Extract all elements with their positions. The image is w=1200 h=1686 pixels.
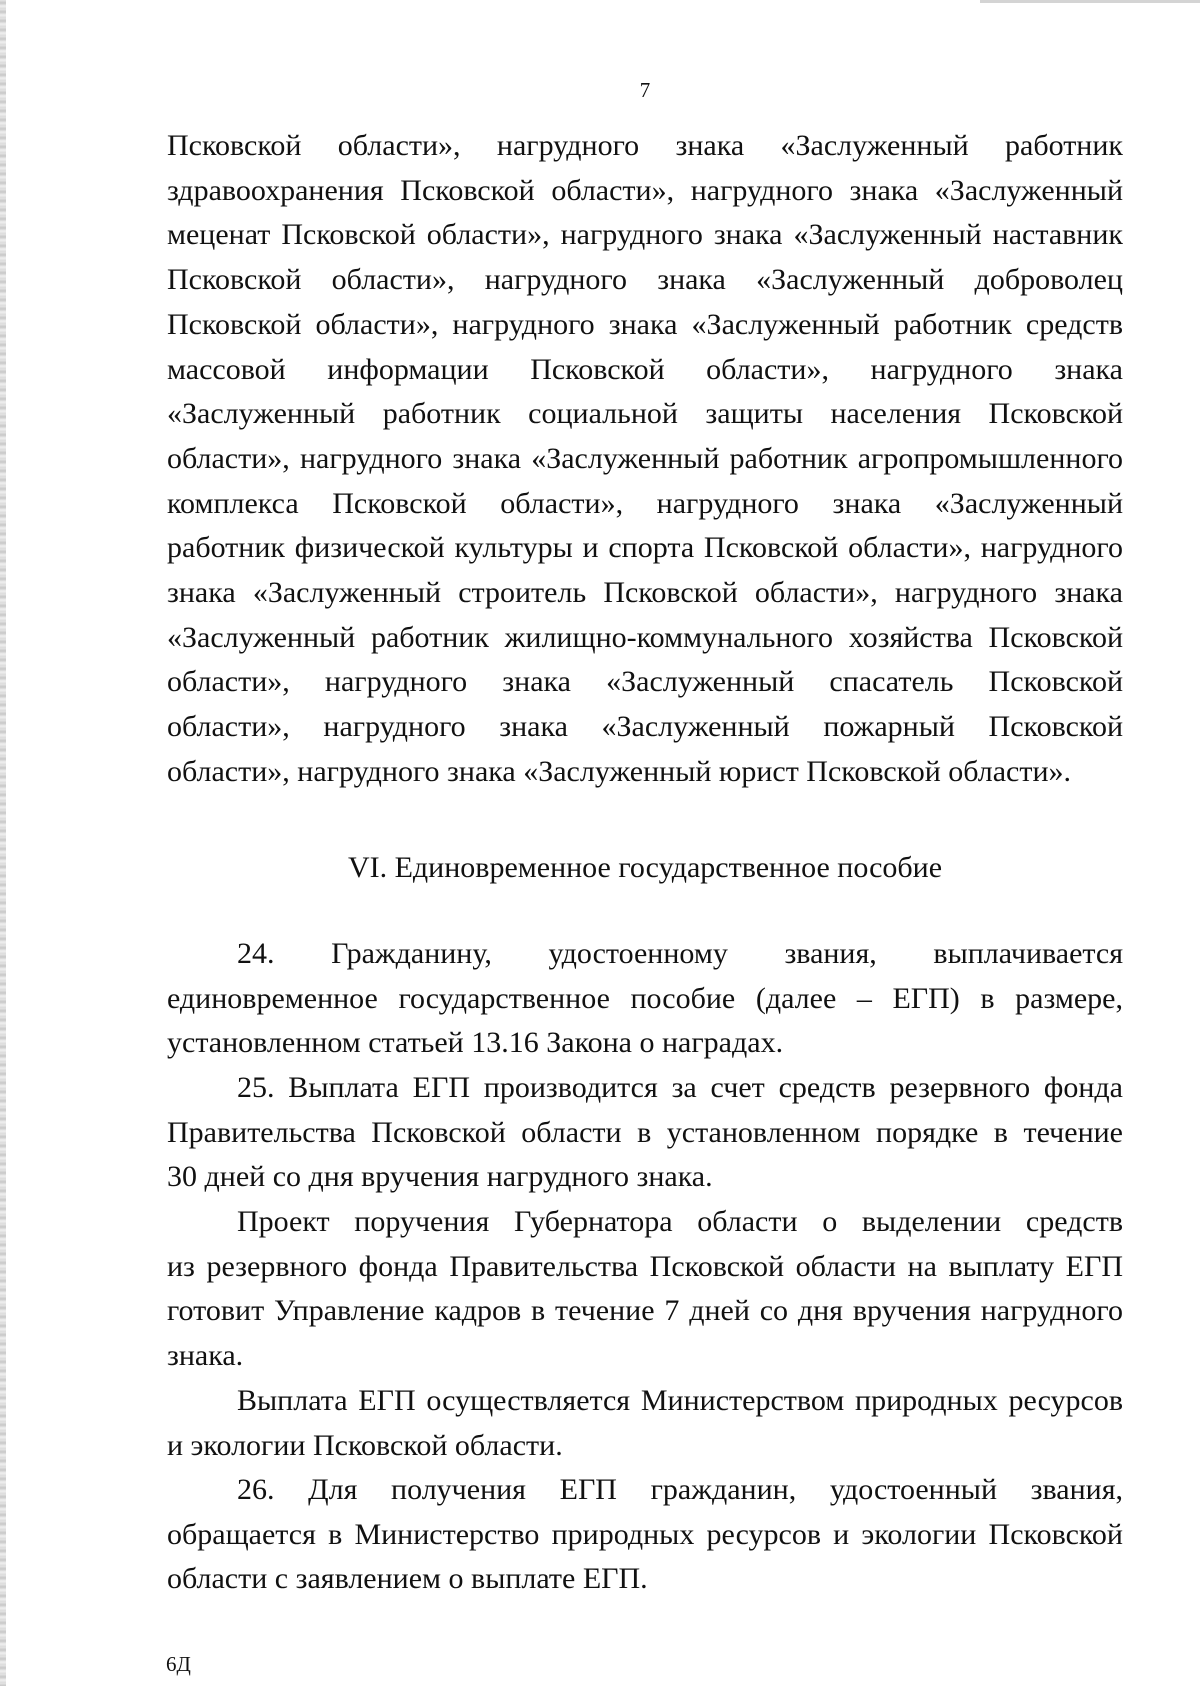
text-line: Правительства Псковской области в установленном порядке в течение — [167, 1115, 1123, 1149]
text-line: Выплата ЕГП осуществляется Министерством природных ресурсов — [237, 1384, 1123, 1417]
scan-edge-left — [0, 0, 6, 1686]
text-line: обращается в Министерство природных ресурсов и экологии Псковской — [167, 1517, 1123, 1551]
paragraph-24 — [167, 932, 1123, 1066]
text-line: области», нагрудного знака «Заслуженный пожарный Псковской — [167, 710, 1123, 744]
section-heading: VI. Единовременное государственное пособие — [347, 851, 943, 884]
text-line: здравоохранения Псковской области», нагрудного знака «Заслуженный — [167, 173, 1123, 207]
text-line: «Заслуженный работник социальной защиты населения Псковской — [167, 397, 1123, 431]
text-line: установленном статьей 13.16 Закона о наградах. — [167, 1026, 784, 1060]
paragraph-payment — [167, 1379, 1123, 1468]
paragraph-draft-order — [167, 1200, 1123, 1379]
text-line: области», нагрудного знака «Заслуженный юрист Псковской области». — [167, 754, 1072, 788]
text-line: области», нагрудного знака «Заслуженный работник агропромышленного — [167, 441, 1123, 475]
text-line: Псковской области», нагрудного знака «Заслуженный работник — [167, 129, 1123, 162]
text-line: знака «Заслуженный строитель Псковской области», нагрудного знака — [167, 576, 1123, 610]
text-line: работник физической культуры и спорта Псковской области», нагрудного — [167, 531, 1123, 565]
continuation-paragraph — [167, 124, 1123, 795]
text-line: области», нагрудного знака «Заслуженный спасатель Псковской — [167, 665, 1123, 699]
text-line: комплекса Псковской области», нагрудного знака «Заслуженный — [167, 486, 1123, 520]
text-line: 25. Выплата ЕГП производится за счет средств резервного фонда — [237, 1071, 1123, 1104]
text-line: Псковской области», нагрудного знака «Заслуженный доброволец — [167, 263, 1123, 297]
text-line: 24. Гражданину, удостоенному звания, выплачивается — [237, 937, 1123, 970]
text-line: готовит Управление кадров в течение 7 дней со дня вручения нагрудного — [167, 1294, 1123, 1328]
text-line: Псковской области», нагрудного знака «Заслуженный работник средств — [167, 307, 1123, 341]
scan-edge-top — [980, 0, 1200, 3]
paragraph-25 — [167, 1066, 1123, 1200]
page-number: 7 — [639, 78, 651, 102]
text-line: из резервного фонда Правительства Псковской области на выплату ЕГП — [167, 1249, 1123, 1283]
text-line: знака. — [167, 1339, 244, 1373]
text-line: массовой информации Псковской области», нагрудного знака — [167, 352, 1123, 386]
text-line: 26. Для получения ЕГП гражданин, удостоенный звания, — [237, 1473, 1123, 1506]
text-line: области с заявлением о выплате ЕГП. — [167, 1562, 648, 1596]
text-line: единовременное государственное пособие (далее – ЕГП) в размере, — [167, 981, 1123, 1015]
text-line: «Заслуженный работник жилищно-коммунального хозяйства Псковской — [167, 620, 1123, 654]
footer-code: 6Д — [166, 1652, 191, 1676]
text-line: и экологии Псковской области. — [167, 1428, 563, 1462]
text-line: 30 дней со дня вручения нагрудного знака. — [167, 1160, 713, 1194]
paragraph-26 — [167, 1468, 1123, 1602]
text-line: Проект поручения Губернатора области о выделении средств — [237, 1205, 1123, 1238]
text-line: меценат Псковской области», нагрудного знака «Заслуженный наставник — [167, 218, 1123, 252]
